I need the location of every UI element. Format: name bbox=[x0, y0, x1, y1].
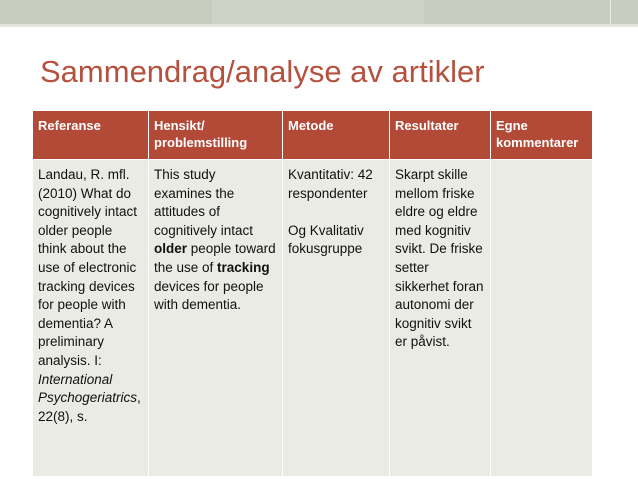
hensikt-text: devices for people with dementia. bbox=[154, 278, 264, 313]
header-egne-kommentarer: Egne kommentarer bbox=[491, 111, 593, 160]
header-metode: Metode bbox=[283, 111, 390, 160]
top-divider-line bbox=[0, 24, 638, 27]
header-resultater: Resultater bbox=[390, 111, 491, 160]
cell-referanse bbox=[33, 160, 149, 477]
top-bar-segment bbox=[0, 0, 212, 24]
header-hensikt: Hensikt/ problemstilling bbox=[149, 111, 283, 160]
top-bar-segment bbox=[212, 0, 424, 24]
table-row bbox=[33, 160, 593, 477]
top-bar-segment bbox=[424, 0, 638, 24]
top-decorative-bar bbox=[0, 0, 638, 24]
summary-table bbox=[32, 110, 593, 477]
cell-metode bbox=[283, 160, 390, 477]
cell-egne-kommentarer bbox=[491, 160, 593, 477]
top-bar-accent-line bbox=[610, 0, 611, 24]
referanse-text: Landau, R. mfl. (2010) What do cognitively intact older people think about the use of electronic tracking devices for people with dementia? A preliminary analysis. I: bbox=[38, 167, 138, 368]
cell-hensikt bbox=[149, 160, 283, 477]
hensikt-text: This study examines the attitudes of cognitively intact bbox=[154, 167, 254, 238]
table-header-row bbox=[33, 111, 593, 160]
resultater-text: Skarpt skille mellom friske eldre og eldre med kognitiv svikt. De friske setter sikkerhet foran autonomi der kognitiv svikt er påvist. bbox=[395, 167, 484, 350]
hensikt-bold-tracking: tracking bbox=[217, 259, 270, 275]
referanse-citation: , 22(8), s. bbox=[38, 390, 141, 424]
hensikt-bold-older: older bbox=[154, 241, 188, 257]
header-referanse: Referanse bbox=[33, 111, 149, 160]
hensikt-text: people toward the use of bbox=[154, 241, 276, 275]
kommentarer-text bbox=[496, 166, 587, 476]
metode-text: Kvantitativ: 42 respondenter Og Kvalitativ fokusgruppe bbox=[288, 167, 373, 257]
slide-title: Sammendrag/analyse av artikler bbox=[40, 54, 485, 89]
cell-resultater bbox=[390, 160, 491, 477]
journal-name: International Psychogeriatrics bbox=[38, 371, 138, 406]
